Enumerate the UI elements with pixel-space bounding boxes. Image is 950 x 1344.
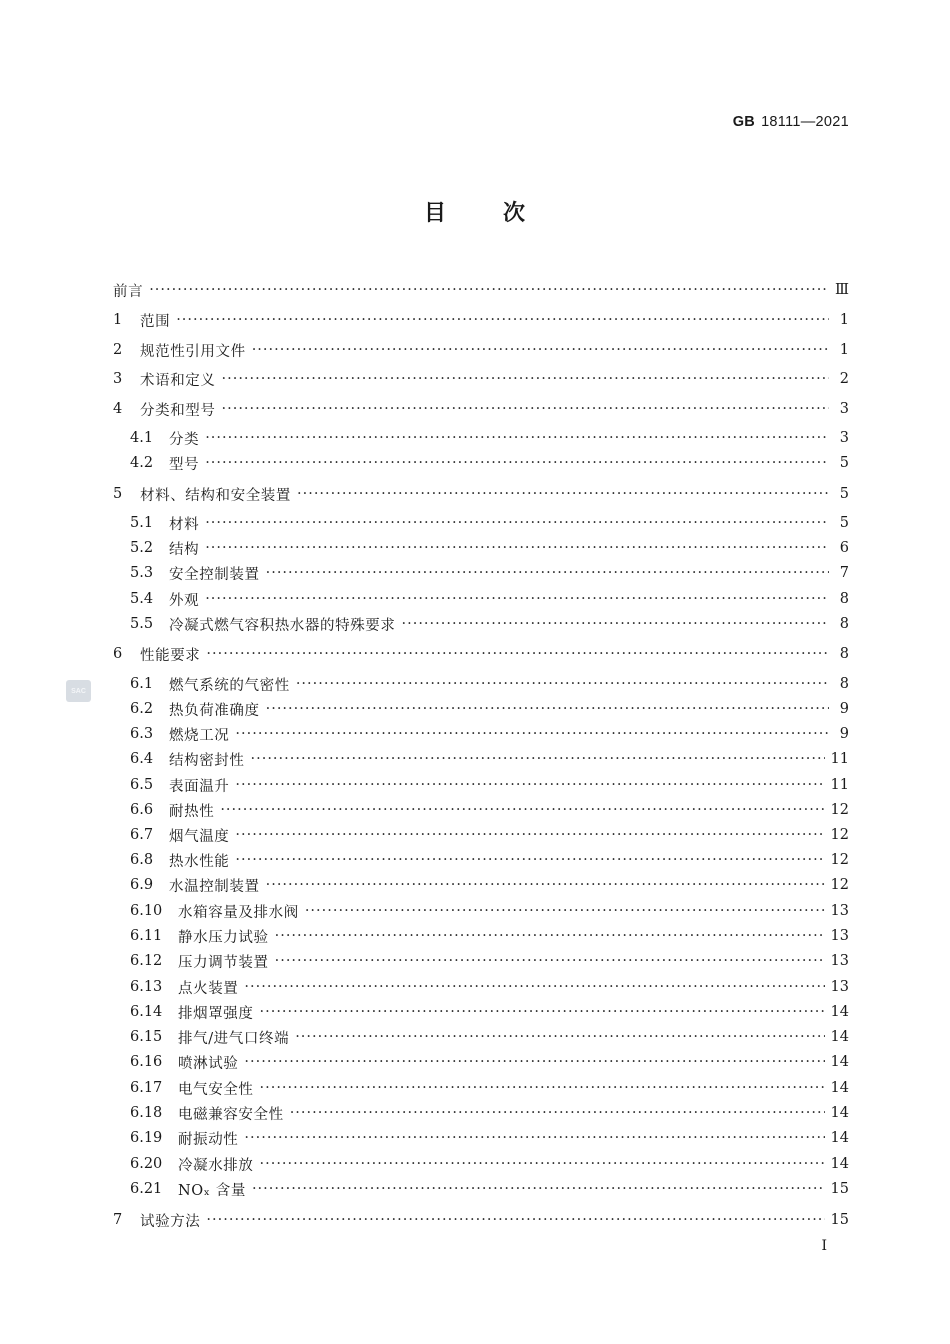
toc-entry-page: 3	[839, 401, 849, 417]
toc-entry-page: 9	[839, 701, 849, 717]
toc-entry-page: 2	[839, 371, 849, 387]
toc-entry-page: 14	[830, 1029, 849, 1045]
toc-dot-leader	[266, 877, 825, 893]
toc-entry-page: Ⅲ	[835, 282, 849, 298]
toc-entry-page: 14	[830, 1004, 849, 1020]
toc-entry[interactable]	[113, 483, 849, 505]
toc-dot-leader	[252, 1181, 825, 1197]
toc-entry[interactable]	[130, 562, 849, 584]
toc-entry[interactable]	[130, 698, 849, 720]
toc-dot-leader	[260, 1156, 825, 1172]
toc-entry-page: 13	[830, 928, 849, 944]
toc-entry-number: 4.2	[130, 455, 154, 471]
toc-dot-leader	[244, 1130, 824, 1146]
toc-entry-number: 6.15	[130, 1029, 163, 1045]
toc-entry-number: 6.10	[130, 903, 163, 919]
toc-entry-number: 2	[113, 342, 123, 358]
toc-entry-page: 5	[839, 455, 849, 471]
toc-entry[interactable]	[113, 368, 849, 390]
toc-entry-number: 6.19	[130, 1130, 163, 1146]
toc-entry-number: 5.1	[130, 515, 154, 531]
toc-dot-leader	[290, 1105, 825, 1121]
toc-entry-number: 5.4	[130, 591, 154, 607]
toc-entry-page: 14	[830, 1105, 849, 1121]
toc-entry[interactable]	[130, 1077, 849, 1099]
toc-entry-number: 6.7	[130, 827, 154, 843]
toc-entry-label: 前言	[113, 283, 144, 300]
toc-entry-page: 12	[830, 827, 849, 843]
toc-entry-number: 5	[113, 486, 123, 502]
toc-entry[interactable]	[130, 673, 849, 695]
toc-entry-number: 4	[113, 401, 123, 417]
toc-entry-label: 结构密封性	[169, 752, 245, 769]
toc-entry[interactable]	[130, 1102, 849, 1124]
toc-entry-label: 喷淋试验	[178, 1055, 239, 1072]
toc-entry-label: 材料	[169, 516, 200, 533]
toc-entry-number: 5.3	[130, 565, 154, 581]
toc-entry-label: 水箱容量及排水阀	[178, 904, 299, 921]
toc-entry[interactable]	[130, 1153, 849, 1175]
toc-dot-leader	[235, 726, 829, 742]
toc-entry-label: NOₓ 含量	[178, 1182, 246, 1199]
toc-entry[interactable]	[130, 976, 849, 998]
toc-entry-label: 型号	[169, 456, 200, 473]
toc-entry-page: 8	[839, 616, 849, 632]
toc-entry-number: 6.17	[130, 1080, 163, 1096]
toc-entry[interactable]	[130, 427, 849, 449]
toc-entry-page: 7	[839, 565, 849, 581]
toc-entry-number: 6.2	[130, 701, 154, 717]
toc-entry-label: 燃气系统的气密性	[169, 677, 290, 694]
toc-entry[interactable]	[130, 950, 849, 972]
toc-entry[interactable]	[130, 925, 849, 947]
toc-entry-label: 结构	[169, 541, 200, 558]
toc-dot-leader	[402, 616, 830, 632]
toc-dot-leader	[296, 676, 829, 692]
toc-dot-leader	[235, 777, 824, 793]
toc-entry-number: 6.1	[130, 676, 154, 692]
toc-dot-leader	[205, 515, 829, 531]
toc-entry[interactable]	[130, 1026, 849, 1048]
toc-entry-page: 5	[839, 515, 849, 531]
toc-entry[interactable]	[113, 279, 849, 301]
toc-entry[interactable]	[130, 1127, 849, 1149]
toc-dot-leader	[251, 751, 825, 767]
toc-entry-page: 15	[830, 1212, 849, 1228]
toc-entry[interactable]	[130, 824, 849, 846]
toc-entry-number: 6.9	[130, 877, 154, 893]
toc-entry[interactable]	[113, 398, 849, 420]
toc-entry-number: 6.12	[130, 953, 163, 969]
toc-entry-label: 热水性能	[169, 853, 230, 870]
toc-entry-page: 12	[830, 802, 849, 818]
toc-entry[interactable]	[130, 512, 849, 534]
toc-entry[interactable]	[113, 339, 849, 361]
toc-dot-leader	[266, 701, 829, 717]
toc-entry-page: 5	[839, 486, 849, 502]
toc-entry-page: 1	[839, 342, 849, 358]
toc-dot-leader	[235, 827, 824, 843]
toc-dot-leader	[206, 1212, 824, 1228]
toc-dot-leader	[260, 1004, 825, 1020]
toc-entry-label: 试验方法	[140, 1213, 201, 1230]
toc-entry-label: 静水压力试验	[178, 929, 269, 946]
page-title	[0, 196, 950, 227]
toc-entry[interactable]	[130, 1178, 849, 1200]
toc-entry-number: 6.13	[130, 979, 163, 995]
toc-dot-leader	[205, 430, 829, 446]
toc-dot-leader	[266, 565, 829, 581]
toc-entry-label: 耐热性	[169, 803, 215, 820]
toc-dot-leader	[205, 540, 829, 556]
toc-entry-number: 6.11	[130, 928, 163, 944]
toc-entry[interactable]	[130, 874, 849, 896]
toc-entry-number: 7	[113, 1212, 123, 1228]
toc-entry[interactable]	[113, 1209, 849, 1231]
toc-dot-leader	[275, 928, 825, 944]
toc-dot-leader	[220, 802, 824, 818]
toc-entry-label: 电气安全性	[178, 1081, 254, 1098]
toc-entry-label: 排烟罩强度	[178, 1005, 254, 1022]
toc-entry-number: 5.5	[130, 616, 154, 632]
toc-entry-label: 范围	[140, 313, 171, 330]
standard-prefix: GB	[732, 114, 756, 130]
toc-entry-page: 14	[830, 1130, 849, 1146]
toc-entry-label: 燃烧工况	[169, 727, 230, 744]
toc-entry-page: 13	[830, 979, 849, 995]
toc-entry-number: 6.3	[130, 726, 154, 742]
toc-entry-number: 1	[113, 312, 123, 328]
toc-entry[interactable]	[130, 452, 849, 474]
standard-code	[733, 114, 849, 130]
toc-entry[interactable]	[130, 1051, 849, 1073]
toc-entry-number: 4.1	[130, 430, 154, 446]
toc-entry-label: 热负荷准确度	[169, 702, 260, 719]
sac-logo-watermark	[66, 680, 91, 702]
page-title-part1: 目	[423, 200, 447, 226]
toc-entry-page: 9	[839, 726, 849, 742]
toc-entry-number: 6.16	[130, 1054, 163, 1070]
toc-entry-page: 13	[830, 953, 849, 969]
toc-dot-leader	[149, 282, 829, 298]
toc-entry-label: 排气/进气口终端	[178, 1030, 290, 1047]
toc-entry[interactable]	[130, 613, 849, 635]
toc-entry[interactable]	[130, 723, 849, 745]
toc-entry[interactable]	[130, 849, 849, 871]
toc-entry[interactable]	[130, 588, 849, 610]
toc-entry-label: 规范性引用文件	[140, 343, 246, 360]
page-number: Ⅰ	[821, 1238, 827, 1254]
toc-entry-number: 6.18	[130, 1105, 163, 1121]
toc-entry-page: 12	[830, 877, 849, 893]
watermark-text: SAC	[71, 687, 86, 695]
toc-entry-label: 压力调节装置	[178, 954, 269, 971]
toc-entry-label: 材料、结构和安全装置	[140, 487, 291, 504]
toc-entry-label: 冷凝式燃气容积热水器的特殊要求	[169, 617, 396, 634]
toc-entry-page: 14	[830, 1054, 849, 1070]
toc-entry[interactable]	[113, 309, 849, 331]
toc-dot-leader	[205, 591, 829, 607]
toc-dot-leader	[222, 371, 830, 387]
toc-entry-page: 3	[839, 430, 849, 446]
toc-entry-page: 1	[839, 312, 849, 328]
toc-entry-label: 表面温升	[169, 778, 230, 795]
toc-dot-leader	[252, 342, 829, 358]
toc-entry[interactable]	[130, 774, 849, 796]
toc-entry-number: 6.6	[130, 802, 154, 818]
toc-entry-page: 11	[830, 777, 849, 793]
toc-dot-leader	[295, 1029, 824, 1045]
toc-entry-number: 6.5	[130, 777, 154, 793]
toc-entry-number: 6.4	[130, 751, 154, 767]
toc-entry-label: 安全控制装置	[169, 566, 260, 583]
toc-entry-page: 8	[839, 676, 849, 692]
toc-entry-label: 点火装置	[178, 980, 239, 997]
toc-entry-label: 电磁兼容安全性	[178, 1106, 284, 1123]
toc-entry-label: 术语和定义	[140, 372, 216, 389]
toc-entry-number: 5.2	[130, 540, 154, 556]
toc-dot-leader	[305, 903, 825, 919]
toc-entry-page: 13	[830, 903, 849, 919]
toc-entry-label: 烟气温度	[169, 828, 230, 845]
toc-entry-page: 15	[830, 1181, 849, 1197]
toc-entry[interactable]	[130, 799, 849, 821]
toc-dot-leader	[244, 1054, 824, 1070]
toc-entry-page: 8	[839, 646, 849, 662]
toc-entry-page: 14	[830, 1080, 849, 1096]
toc-entry[interactable]	[130, 748, 849, 770]
toc-entry-page: 8	[839, 591, 849, 607]
toc-entry-number: 6	[113, 646, 123, 662]
toc-dot-leader	[235, 852, 824, 868]
toc-entry-label: 性能要求	[140, 647, 201, 664]
toc-entry[interactable]	[130, 1001, 849, 1023]
toc-entry-label: 冷凝水排放	[178, 1157, 254, 1174]
page-title-part2: 次	[503, 200, 527, 226]
toc-entry-number: 3	[113, 371, 123, 387]
toc-entry[interactable]	[130, 537, 849, 559]
toc-entry-number: 6.20	[130, 1156, 163, 1172]
toc-dot-leader	[176, 312, 829, 328]
toc-entry-number: 6.21	[130, 1181, 163, 1197]
toc-dot-leader	[244, 979, 824, 995]
toc-entry[interactable]	[130, 900, 849, 922]
toc-dot-leader	[275, 953, 825, 969]
toc-entry-label: 分类	[169, 431, 200, 448]
toc-dot-leader	[206, 646, 829, 662]
toc-entry-number: 6.14	[130, 1004, 163, 1020]
toc-entry-label: 外观	[169, 592, 200, 609]
toc-dot-leader	[205, 455, 829, 471]
toc-entry-number: 6.8	[130, 852, 154, 868]
toc-dot-leader	[260, 1080, 825, 1096]
toc-dot-leader	[297, 486, 829, 502]
toc-entry[interactable]	[113, 643, 849, 665]
toc-entry-label: 分类和型号	[140, 402, 216, 419]
standard-number: 18111—2021	[761, 114, 849, 130]
toc-entry-label: 耐振动性	[178, 1131, 239, 1148]
toc-entry-page: 6	[839, 540, 849, 556]
toc-entry-page: 11	[830, 751, 849, 767]
toc-entry-label: 水温控制装置	[169, 878, 260, 895]
toc-entry-page: 12	[830, 852, 849, 868]
toc-entry-page: 14	[830, 1156, 849, 1172]
toc-dot-leader	[222, 401, 830, 417]
